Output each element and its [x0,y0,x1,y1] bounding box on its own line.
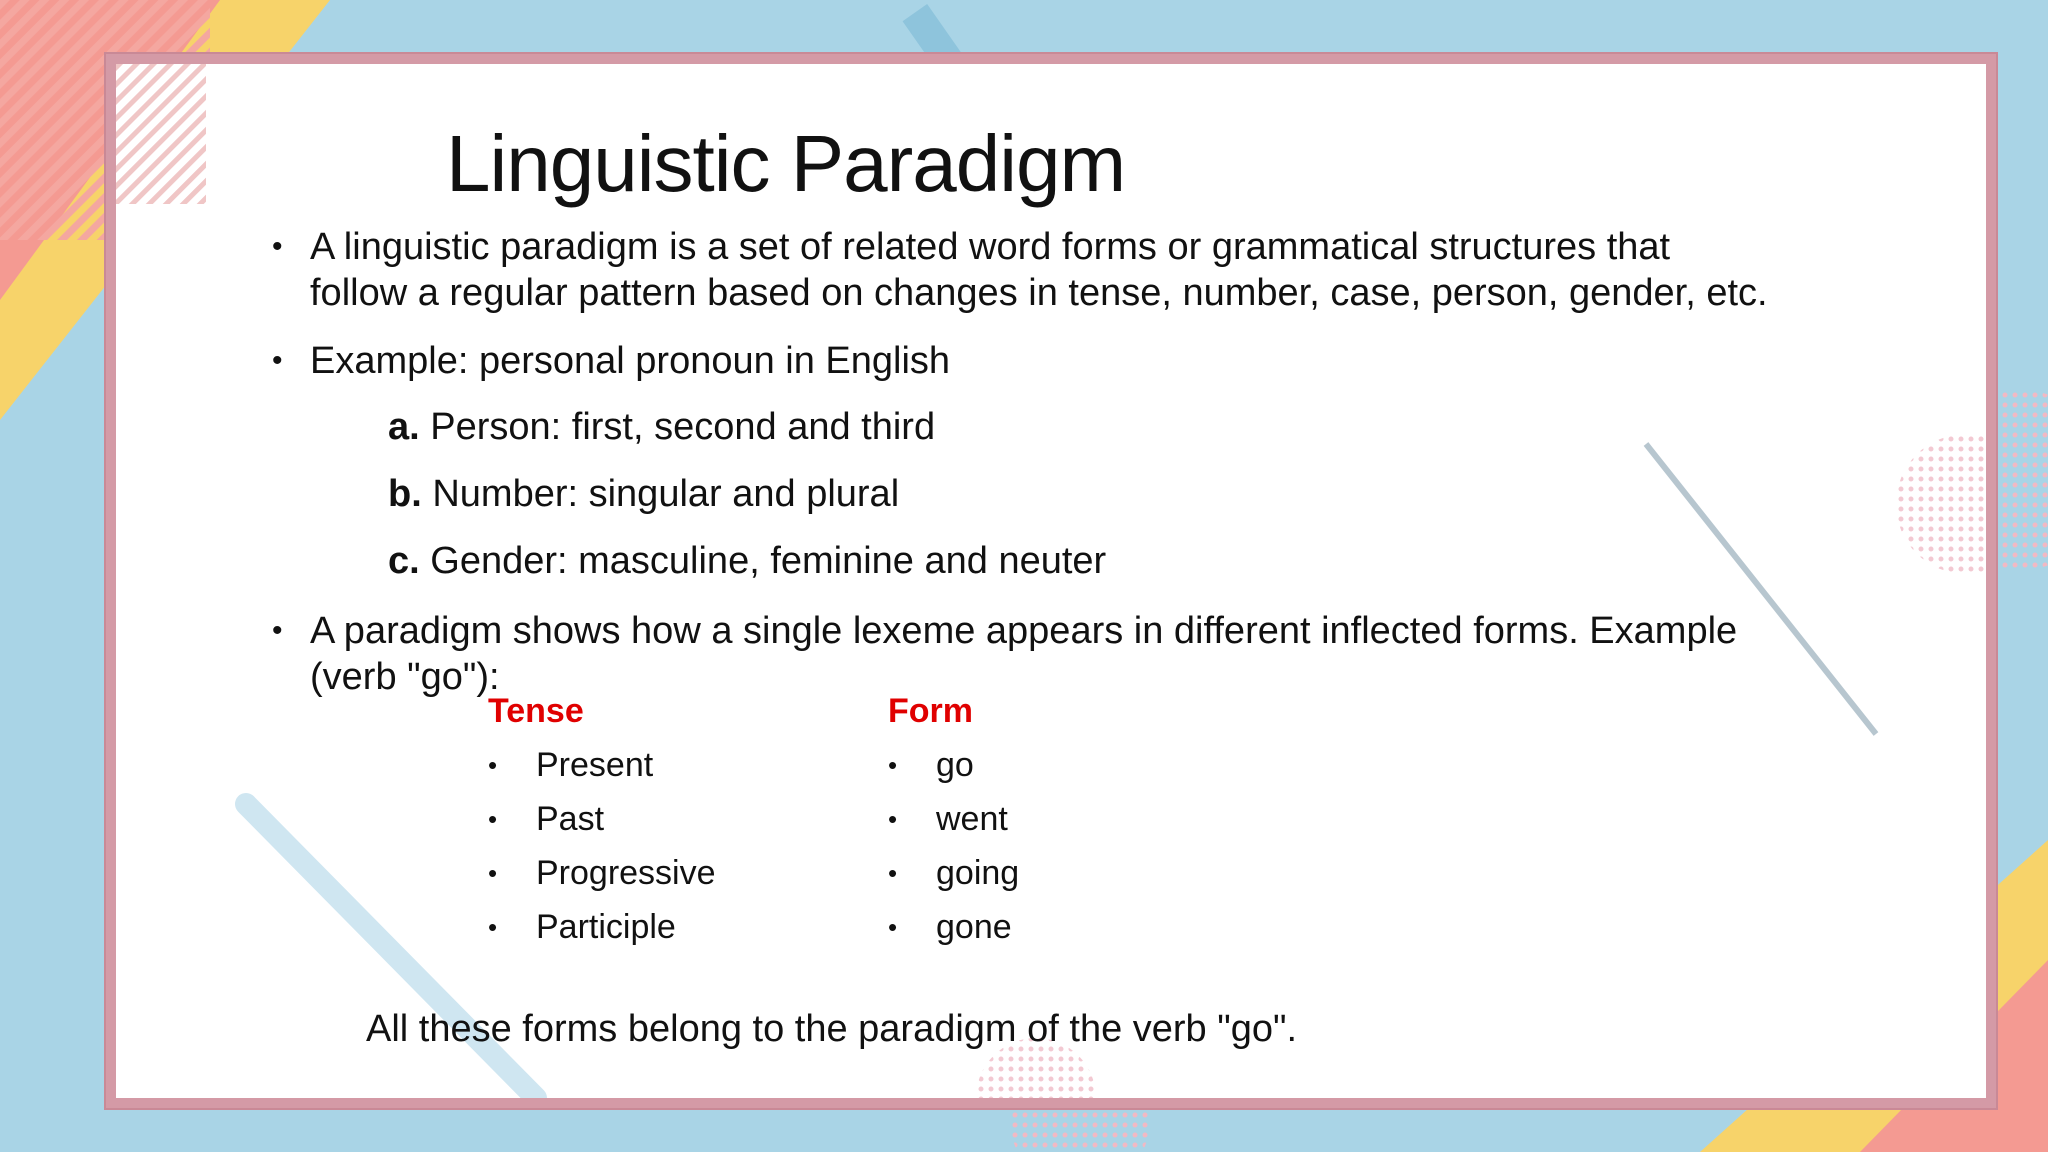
bullet-text-line1: Example: personal pronoun in English [310,340,951,382]
sub-item-gender [388,540,1106,583]
bullet-definition [272,224,1768,316]
form-text: went [936,800,1008,838]
bullet-icon: • [888,750,898,780]
bullet-example [272,338,951,384]
bullet-icon: • [888,804,898,834]
form-text: going [936,854,1020,892]
bullet-text-line2: (verb "go"): [310,656,500,698]
bullet-text-line1: A paradigm shows how a single lexeme appears in different inflected forms. Example [310,610,1738,652]
tense-item [488,908,676,947]
tense-text: Present [536,746,654,784]
form-text: gone [936,908,1012,946]
bullet-icon: • [272,614,283,647]
tense-text: Participle [536,908,676,946]
sub-item-number [388,473,899,516]
bullet-icon: • [488,858,498,888]
form-header: Form [888,692,973,730]
slide-title: Linguistic Paradigm [446,119,1126,208]
bullet-icon: • [888,912,898,942]
form-text: go [936,746,974,784]
bullet-text-line1: A linguistic paradigm is a set of related word forms or grammatical structures that [310,226,1671,268]
bullet-icon: • [888,858,898,888]
form-item [888,800,1008,839]
bullet-icon: • [272,230,283,263]
sub-item-text: Person: first, second and third [419,406,936,448]
tense-text: Progressive [536,854,716,892]
tense-item [488,746,654,785]
sub-item-text: Gender: masculine, feminine and neuter [419,540,1107,582]
form-item [888,746,974,785]
sub-item-text: Number: singular and plural [421,473,900,515]
slide-card [116,64,1986,1098]
bullet-icon: • [488,912,498,942]
tense-item [488,854,716,893]
form-item [888,908,1012,947]
bullet-icon: • [488,804,498,834]
tense-text: Past [536,800,605,838]
form-item [888,854,1020,893]
bullet-icon: • [272,344,283,377]
tense-header: Tense [488,692,584,730]
bullet-icon: • [488,750,498,780]
bullet-paradigm [272,608,1738,700]
bullet-text-line2: follow a regular pattern based on changes in tense, number, case, person, gender, etc. [310,272,1768,314]
sub-item-letter: a. [388,406,420,448]
tense-item [488,800,605,839]
sub-item-letter: b. [388,473,422,515]
sub-item-letter: c. [388,540,420,582]
footer-note: All these forms belong to the paradigm of the verb "go". [366,1008,1298,1050]
sub-item-person [388,406,935,449]
